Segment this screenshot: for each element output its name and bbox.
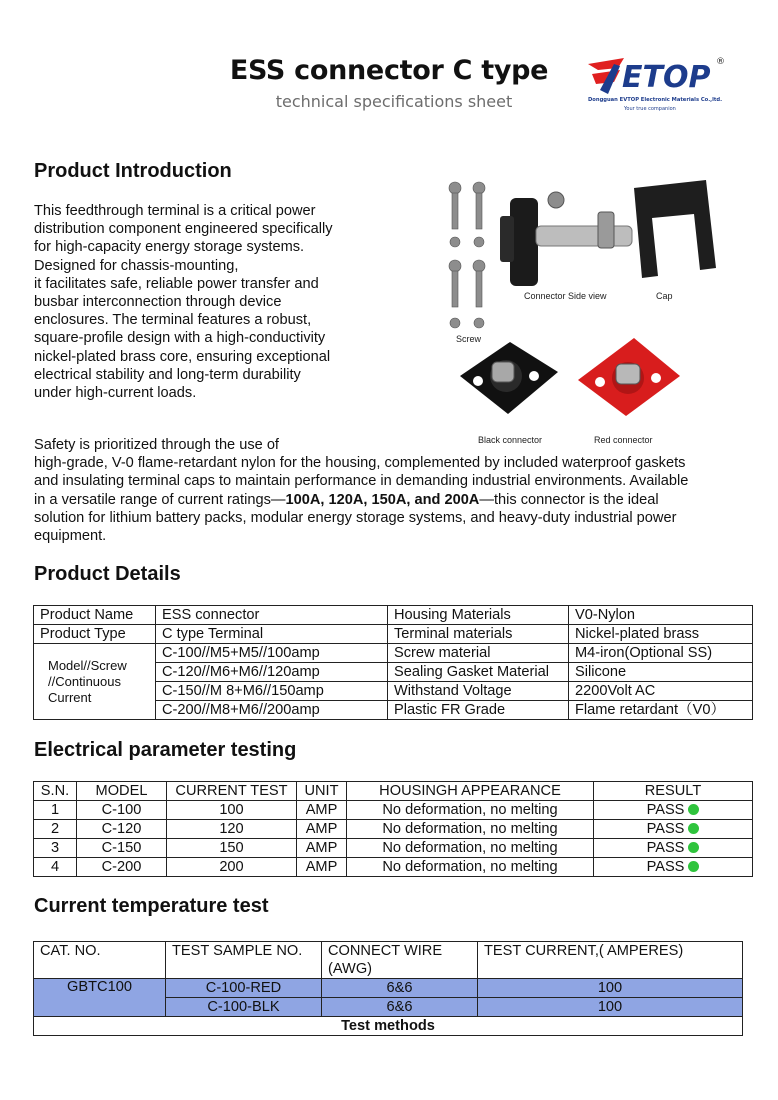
- current-ratings: 100A, 120A, 150A, and 200A: [285, 491, 480, 508]
- temperature-test-table: [33, 941, 743, 1036]
- logo-slogan-text: Your true companion: [624, 106, 676, 112]
- details-heading: Product Details: [34, 563, 181, 585]
- table-row: Model//Screw //Continuous Current C-100//M5+M5//100amp Screw material M4-iron(Optional SS): [34, 644, 753, 663]
- svg-text:®: ®: [716, 57, 725, 67]
- pass-indicator-icon: [688, 842, 699, 853]
- connector-side-view: [500, 192, 632, 286]
- pass-indicator-icon: [688, 804, 699, 815]
- safety-paragraph: Safety is prioritized through the use of high-grade, V-0 flame-retardant nylon for the housing, complemented by included waterproof gaskets and insulating terminal caps to maintain performance in demanding industrial environments. Available in a versatile range of current ratings—100A, 120A, 150A, and 200A—this connector is the ideal solution for lithium battery packs, modular energy storage systems, and heavy-duty industrial power equipment.: [34, 437, 689, 545]
- svg-text:Connector Side view: Connector Side view: [524, 291, 607, 301]
- svg-text:Black connector: Black connector: [478, 435, 543, 445]
- table-row: 2 C-120 120 AMP No deformation, no melting PASS: [34, 820, 753, 839]
- table-row: 4 C-200 200 AMP No deformation, no melting PASS: [34, 858, 753, 877]
- table-header-row: S.N. MODEL CURRENT TEST UNIT HOUSINGH APPEARANCE RESULT: [34, 782, 753, 801]
- table-row: C-200//M8+M6//200amp Plastic FR Grade Flame retardant（V0）: [34, 701, 753, 720]
- test-methods-label: Test methods: [34, 1017, 743, 1036]
- company-logo: [584, 54, 730, 118]
- electrical-test-table: [33, 781, 753, 877]
- product-photos: [438, 176, 748, 448]
- table-row: 3 C-150 150 AMP No deformation, no melting PASS: [34, 839, 753, 858]
- table-row: 1 C-100 100 AMP No deformation, no melting PASS: [34, 801, 753, 820]
- cap-icon: [634, 180, 716, 278]
- table-header-row: CAT. NO. TEST SAMPLE NO. CONNECT WIRE (AWG) TEST CURRENT,( AMPERES): [34, 942, 743, 979]
- result-text: PASS: [646, 820, 685, 837]
- product-details-table: [33, 605, 753, 720]
- table-row: C-150//M 8+M6//150amp Withstand Voltage 2200Volt AC: [34, 682, 753, 701]
- electrical-heading: Electrical parameter testing: [34, 739, 297, 761]
- red-connector-icon: [578, 338, 680, 416]
- table-row: C-120//M6+M6//120amp Sealing Gasket Material Silicone: [34, 663, 753, 682]
- table-row: GBTC100 C-100-RED 6&6 100: [34, 979, 743, 998]
- svg-text:Cap: Cap: [656, 291, 673, 301]
- temperature-heading: Current temperature test: [34, 895, 269, 917]
- pass-indicator-icon: [688, 861, 699, 872]
- result-text: PASS: [646, 801, 685, 818]
- document-subtitle: technical specifications sheet: [275, 92, 513, 111]
- svg-text:Screw: Screw: [456, 334, 482, 344]
- cat-no: GBTC100: [34, 979, 166, 1017]
- pass-indicator-icon: [688, 823, 699, 834]
- logo-company-text: Dongguan EVTOP Electronic Materials Co.,ltd.: [588, 97, 723, 103]
- table-row: Product Type C type Terminal Terminal materials Nickel-plated brass: [34, 625, 753, 644]
- table-row: C-100-BLK 6&6 100: [34, 998, 743, 1017]
- screw-icon: [449, 182, 485, 328]
- logo-brand-text: ETOP: [622, 60, 711, 95]
- black-connector-icon: [460, 342, 558, 414]
- result-text: PASS: [646, 839, 685, 856]
- intro-heading: Product Introduction: [34, 160, 232, 182]
- intro-paragraph: This feedthrough terminal is a critical power distribution component engineered specifically for high-capacity energy storage systems. Designed for chassis-mounting, it facilitates safe, reliable power transfer and busbar interconnection through device enclosures. The terminal features a robust, square-profile design with a high-conductivity nickel-plated brass core, ensuring exceptional electrical stability and long-term durability under high-current loads.: [34, 203, 333, 402]
- table-row: Product Name ESS connector Housing Materials V0-Nylon: [34, 606, 753, 625]
- svg-text:Red connector: Red connector: [594, 435, 653, 445]
- document-title: ESS connector C type: [229, 55, 549, 86]
- table-row: [34, 1017, 743, 1036]
- model-label: Model//Screw //Continuous Current: [34, 644, 156, 720]
- result-text: PASS: [646, 858, 685, 875]
